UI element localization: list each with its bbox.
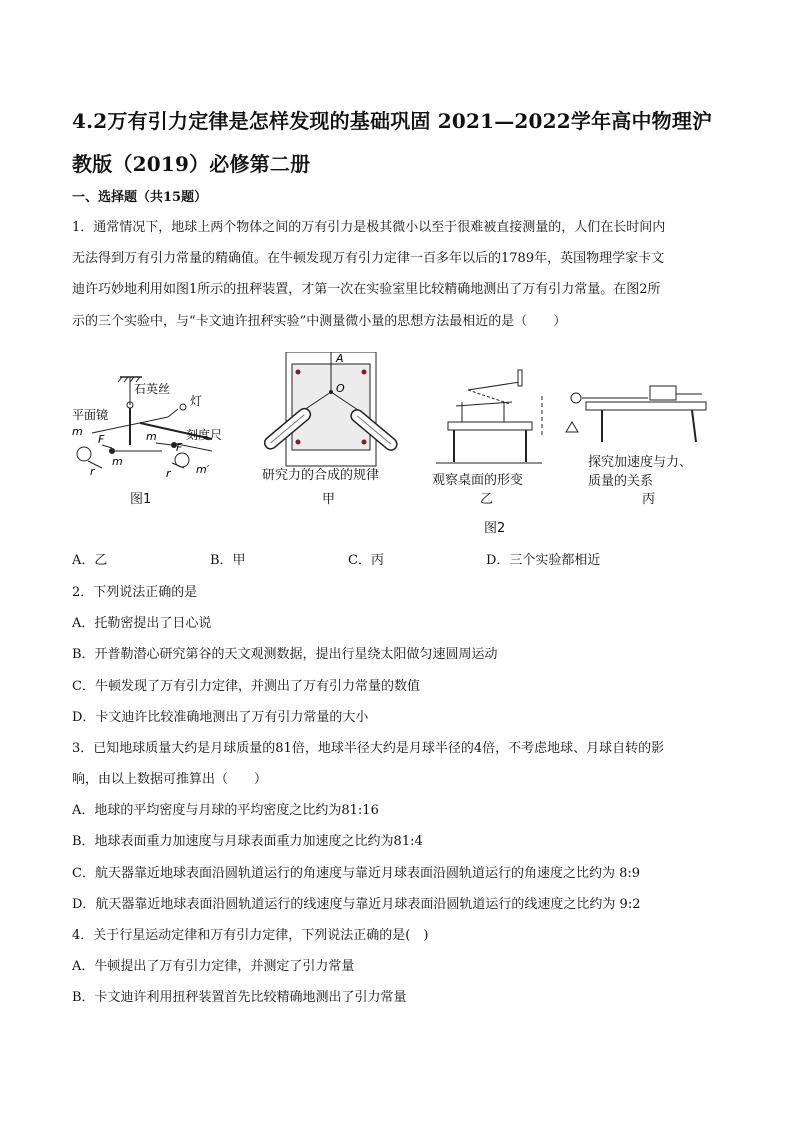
q3-line-2: 响，由以上数据可推算出（ ） [72,772,268,787]
figure-bing-caption: 丙 [642,492,656,507]
figure-1-caption: 图1 [130,492,152,507]
q1-line-3: 迪许巧妙地利用如图1所示的扭秤装置，才第一次在实验室里比较精确地测出了万有引力常量。在图2所 [72,282,661,297]
q2-stem: 2．下列说法正确的是 [72,585,198,600]
document-title: 4.2万有引力定律是怎样发现的基础巩固 2021—2022学年高中物理沪教版（2019）必修第二册 [72,109,713,176]
q3-option-b: B．地球表面重力加速度与月球表面重力加速度之比约为81:4 [72,834,423,849]
section-heading: 一、选择题（共15题） [72,190,208,205]
q1-option-c: C．丙 [348,553,384,568]
q1-line-1: 1．通常情况下，地球上两个物体之间的万有引力是极其微小以至于很难被直接测量的，人们在长时间内 [72,220,666,235]
q2-option-d: D．卡文迪许比较准确地测出了万有引力常量的大小 [72,710,369,725]
figure-bing-description-line-1: 探究加速度与力、 [588,455,693,470]
figure-bing-acceleration [562,376,712,446]
q1-option-b: B．甲 [210,553,246,568]
q2-option-a: A．托勒密提出了日心说 [72,616,212,631]
label-m-1: m [72,425,83,438]
label-r-1: r [90,465,95,478]
label-m-3: m [146,430,157,443]
figure-bing-description-line-2: 质量的关系 [588,474,654,489]
label-lamp: 灯 [190,394,203,408]
q1-option-d: D．三个实验都相近 [486,553,601,568]
label-scale: 刻度尺 [186,428,223,442]
label-point-a: A [336,352,344,365]
label-m-2: m [112,455,123,468]
figure-jia-caption: 甲 [322,492,336,507]
label-quartz-fiber: 石英丝 [134,382,171,396]
label-m-prime: m′ [196,463,210,476]
q3-option-c: C．航天器靠近地球表面沿圆轨道运行的角速度与靠近月球表面沿圆轨道运行的角速度之比约为 8:9 [72,866,641,881]
q3-line-1: 3．已知地球质量大约是月球质量的81倍，地球半径大约是月球半径的4倍，不考虑地球、月球自转的影 [72,741,665,756]
label-plane-mirror: 平面镜 [72,408,109,422]
q3-option-d: D．航天器靠近地球表面沿圆轨道运行的线速度与靠近月球表面沿圆轨道运行的线速度之比约为 9:2 [72,897,641,912]
q4-option-a: A．牛顿提出了万有引力定律，并测定了引力常量 [72,959,355,974]
q1-line-4: 示的三个实验中，与“卡文迪许扭秤实验”中测量微小量的思想方法最相近的是（ ） [72,314,567,329]
q4-option-b: B．卡文迪许利用扭秤装置首先比较精确地测出了引力常量 [72,990,407,1005]
figure-yi-table-deformation [432,366,556,466]
label-r-2: r [166,467,171,480]
figure-1-torsion-balance [72,365,242,495]
q2-option-b: B．开普勒潜心研究第谷的天文观测数据，提出行星绕太阳做匀速圆周运动 [72,647,498,662]
q3-option-a: A．地球的平均密度与月球的平均密度之比约为81:16 [72,803,379,818]
q1-option-a: A．乙 [72,553,108,568]
figure-jia-force-composition [256,352,400,472]
figure-yi-caption: 乙 [480,492,494,507]
q2-option-c: C．牛顿发现了万有引力定律，并测出了万有引力常量的数值 [72,679,420,694]
q4-stem: 4．关于行星运动定律和万有引力定律，下列说法正确的是( ) [72,928,429,943]
figure-jia-description: 研究力的合成的规律 [262,468,380,483]
label-force-1: F [98,433,105,446]
figure-yi-description: 观察桌面的形变 [432,473,524,488]
figure-2-caption: 图2 [484,521,506,536]
label-force-2: F [176,441,183,454]
q1-line-2: 无法得到万有引力常量的精确值。在牛顿发现万有引力定律一百多年以后的1789年，英国物理学家卡文 [72,251,665,266]
label-point-o: O [336,382,345,395]
